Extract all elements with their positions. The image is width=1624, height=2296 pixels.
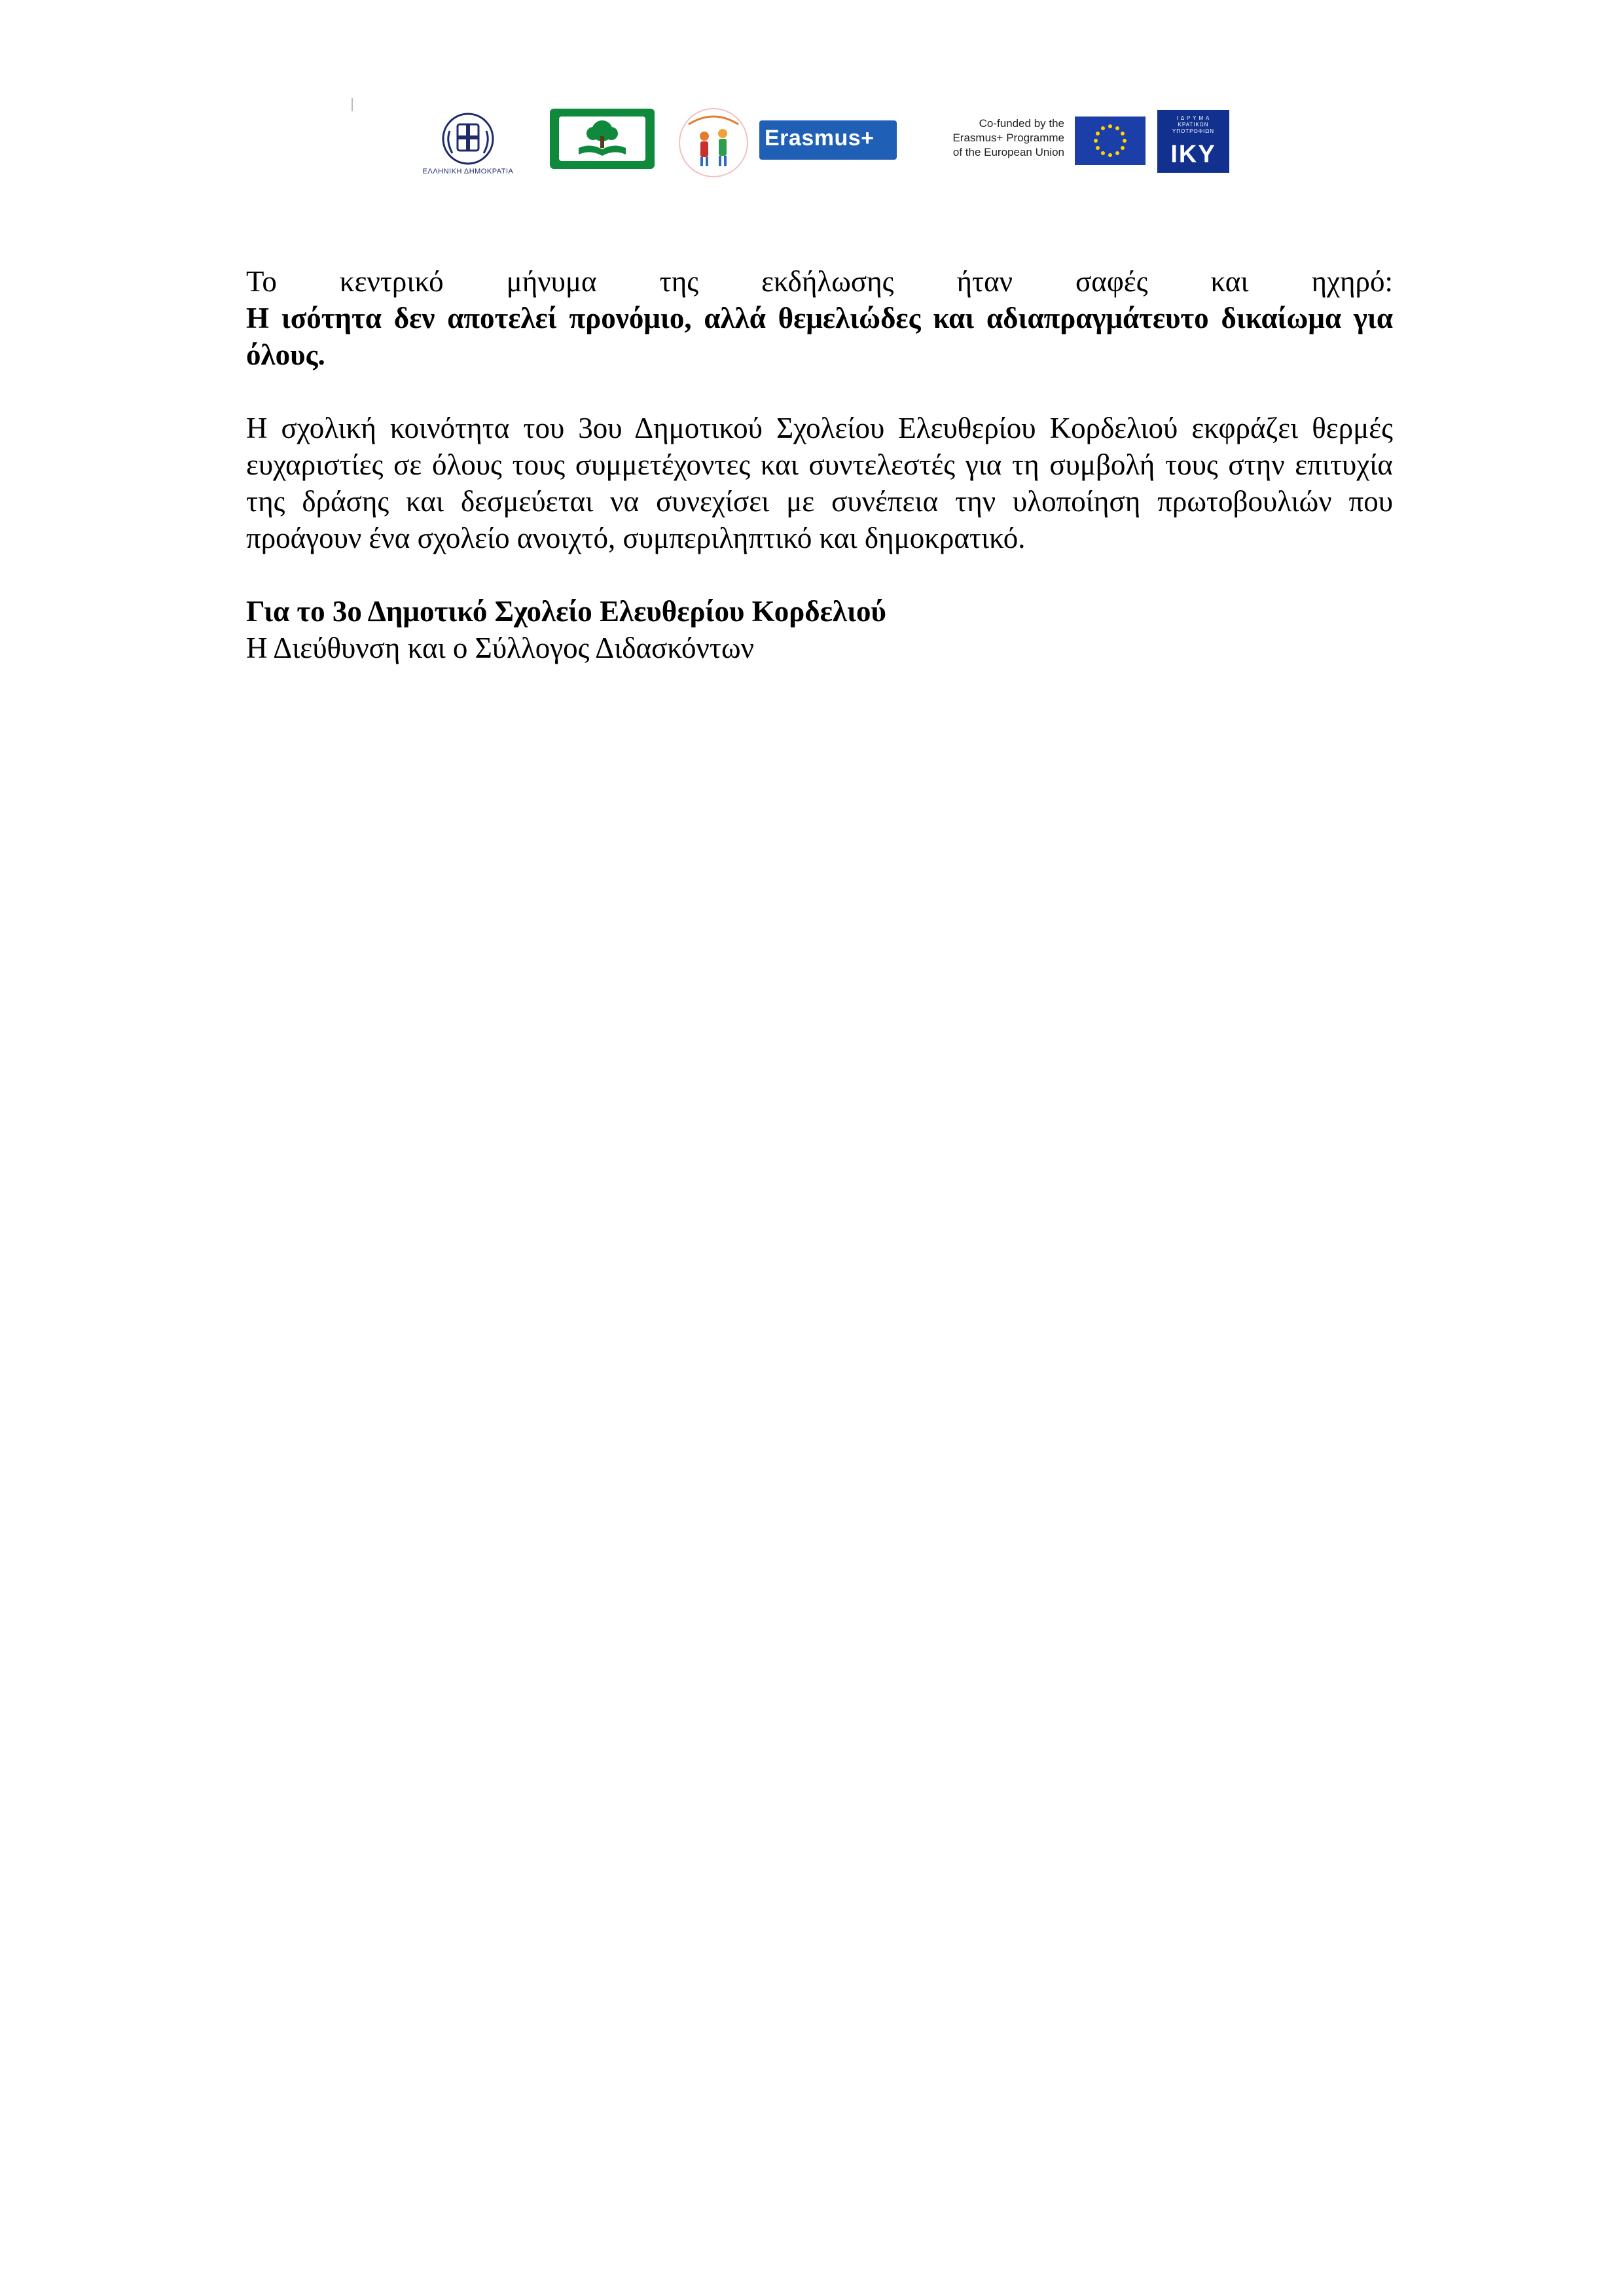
greek-republic-emblem <box>419 111 517 180</box>
greek-republic-emblem-icon <box>441 111 496 166</box>
eu-stars-icon <box>1075 117 1146 165</box>
paragraph-spacer <box>246 373 1393 410</box>
tree-book-icon <box>559 117 645 161</box>
eu-flag <box>1075 117 1146 165</box>
iky-subtitle <box>1157 115 1229 135</box>
eco-schools-panel <box>559 117 645 161</box>
letter-body <box>246 263 1393 666</box>
thanks-paragraph: Η σχολική κοινότητα του 3ου Δημοτικού Σχολείου Ελευθερίου Κορδελιού εκφράζει θερμές ευχαριστίες σε όλους τους συμμετέχοντες και συντελεστές για τη συμβολή τους στην επιτυχία της δράσης και δεσμεύεται να συνεχίσει με συνέπεια την υλοποίηση πρωτοβουλιών που προάγουν ένα σχολείο ανοιχτό, συμπεριληπτικό και δημοκρατικό. <box>246 412 1393 554</box>
cofunded-line: Co-funded by the <box>979 117 1064 130</box>
scan-mark <box>352 98 353 111</box>
eco-schools-logo <box>550 109 655 169</box>
cofunded-line: of the European Union <box>952 146 1064 158</box>
cofunded-statement <box>914 117 1064 169</box>
iky-logo <box>1157 110 1229 173</box>
message-statement: Η ισότητα δεν αποτελεί προνόμιο, αλλά θεμελιώδες και αδιαπραγμάτευτο δικαίωμα για όλους. <box>246 302 1393 371</box>
iky-subtitle-line: ΥΠΟΤΡΟΦΙΩΝ <box>1172 128 1215 134</box>
cofunded-line: Erasmus+ Programme <box>952 132 1064 144</box>
iky-subtitle-line: ΚΡΑΤΙΚΩΝ <box>1178 122 1209 128</box>
children-circle-icon <box>674 105 753 181</box>
iky-subtitle-line: Ι Δ Ρ Υ Μ Α <box>1176 115 1210 121</box>
closing-message-paragraph <box>246 263 1393 373</box>
signature-school: Για το 3ο Δημοτικό Σχολείο Ελευθερίου Κορδελιού <box>246 595 886 628</box>
school-logo <box>674 105 753 181</box>
logo-strip <box>406 105 1237 183</box>
signature-body: Η Διεύθυνση και ο Σύλλογος Διδασκόντων <box>246 632 754 664</box>
iky-label: IKY <box>1170 141 1216 168</box>
message-intro: Το κεντρικό μήνυμα της εκδήλωσης ήταν σαφές και ηχηρό: <box>246 265 1393 298</box>
greek-republic-label: ΕΛΛΗΝΙΚΗ ΔΗΜΟΚΡΑΤΙΑ <box>422 168 514 175</box>
erasmus-plus-label: Erasmus+ <box>765 126 875 151</box>
erasmus-plus-logo <box>759 120 897 160</box>
paragraph-spacer <box>246 556 1393 593</box>
